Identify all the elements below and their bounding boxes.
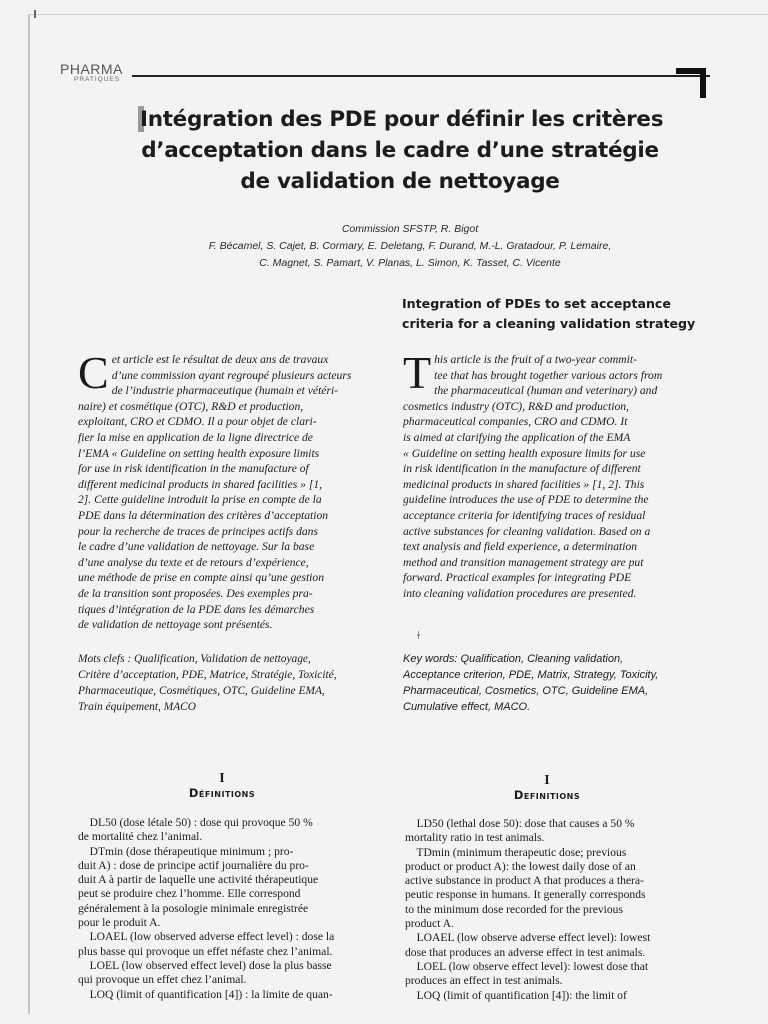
- definition-line: dose that produces an adverse effect in test animals.: [405, 945, 646, 959]
- definition-line: LOQ (limit of quantification [4]) : la limite de quan-: [78, 987, 333, 1001]
- abstract-line: the pharmaceutical (human and veterinary) and: [434, 384, 658, 398]
- definition-line: LOQ (limit of quantification [4]): the limit of: [405, 988, 627, 1002]
- abstract-line: his article is the fruit of a two-year commit-: [434, 353, 637, 366]
- keywords-line: Acceptance criterion, PDE, Matrix, Strategy, Toxicity,: [403, 669, 659, 681]
- keywords-line: Pharmaceutical, Cosmetics, OTC, Guideline EMA,: [403, 685, 649, 697]
- abstract-line: l’EMA « Guideline on setting health exposure limits: [78, 446, 320, 460]
- definition-line: product or product A): the lowest daily dose of an: [405, 859, 636, 873]
- definition-line: LOAEL (low observed adverse effect level) : dose la: [78, 930, 335, 944]
- abstract-line: d’une commission ayant regroupé plusieurs acteurs: [111, 368, 352, 382]
- authors-line: F. Bécamel, S. Cajet, B. Cormary, E. Deletang, F. Durand, M.-L. Gratadour, P. Lemaire,: [208, 240, 612, 252]
- keywords-english: [403, 651, 698, 715]
- definition-line: duit A à partir de laquelle une activité thérapeutique: [78, 873, 319, 887]
- abstract-line: tiques d’intégration de la PDE dans les démarches: [78, 602, 315, 616]
- definition-line: qui provoque un effet chez l’animal.: [78, 973, 247, 987]
- definition-line: DL50 (dose létale 50) : dose qui provoque 50 %: [78, 816, 313, 829]
- abstract-line: different medicinal products in shared facilities » [1,: [78, 477, 323, 491]
- definition-line: pour le produit A.: [78, 916, 161, 930]
- abstract-line: guideline introduces the use of PDE to determine the: [403, 493, 649, 507]
- definition-line: TDmin (minimum therapeutic dose; previous: [405, 845, 627, 859]
- abstract-line: fier la mise en application de la ligne directrice de: [78, 430, 313, 444]
- definition-line: mortality ratio in test animals.: [405, 831, 545, 845]
- article-title-line: Intégration des PDE pour définir les critères: [140, 107, 664, 132]
- definition-line: de mortalité chez l’animal.: [78, 830, 203, 844]
- abstract-line: le cadre d’une validation de nettoyage. Sur la base: [78, 540, 315, 554]
- abstract-line: acceptance criteria for identifying traces of residual: [403, 508, 646, 522]
- definitions-french: [78, 816, 373, 1002]
- abstract-line: active substances for cleaning validation. Based on a: [403, 524, 651, 538]
- scan-corner-tick: [34, 10, 50, 18]
- abstract-line: for use in risk identification in the manufacture of: [78, 462, 309, 476]
- definitions-english: [405, 817, 697, 1003]
- drop-cap: C: [78, 347, 109, 398]
- definition-line: DTmin (dose thérapeutique minimum ; pro-: [78, 844, 294, 858]
- scan-speck: ǂ: [417, 628, 420, 642]
- keywords-line: Critère d’acceptation, PDE, Matrice, Stratégie, Toxicité,: [78, 669, 337, 681]
- header-corner-bracket: [676, 68, 706, 98]
- keywords-line: Key words: Qualification, Cleaning validation,: [403, 653, 624, 665]
- journal-logo-sub: PRATIQUES: [74, 76, 121, 83]
- english-title-line: criteria for a cleaning validation strategy: [402, 316, 696, 331]
- section-number-french: I: [219, 771, 225, 786]
- definition-line: peutic response in humans. It generally corresponds: [405, 888, 646, 902]
- definition-line: LOEL (low observed effect level) dose la plus basse: [78, 958, 332, 972]
- abstract-line: et article est le résultat de deux ans de travaux: [111, 353, 329, 366]
- abstract-line: 2]. Cette guideline introduit la prise en compte de la: [78, 493, 322, 507]
- english-title: [402, 294, 712, 334]
- drop-cap: T: [403, 347, 432, 398]
- definition-line: LOAEL (low observe adverse effect level): lowest: [405, 931, 651, 945]
- abstract-line: PDE dans la détermination des critères d’acceptation: [78, 508, 329, 522]
- abstract-line: d’une analyse du texte et de retours d’expérience,: [78, 555, 309, 569]
- abstract-line: pharmaceutical companies, CRO and CDMO. It: [403, 415, 628, 429]
- abstract-line: method and transition management strategy are put: [403, 555, 644, 569]
- abstract-line: de la transition sont proposées. Des exemples pra-: [78, 586, 313, 600]
- section-title-english: Definitions: [513, 788, 581, 802]
- authors-line: Commission SFSTP, R. Bigot: [341, 223, 479, 235]
- definition-line: to the minimum dose recorded for the previous: [405, 902, 623, 916]
- abstract-line: text analysis and field experience, a determination: [403, 540, 638, 554]
- abstract-line: medicinal products in shared facilities » [1, 2]. This: [403, 477, 645, 491]
- article-title-line: de validation de nettoyage: [240, 169, 560, 194]
- header-rule: [132, 75, 710, 77]
- keywords-line: Train équipement, MACO: [78, 701, 197, 713]
- definition-line: LOEL (low observe effect level): lowest dose that: [405, 959, 649, 973]
- article-title: [140, 104, 664, 197]
- definition-line: peut se produire chez l’homme. Elle correspond: [78, 887, 301, 901]
- keywords-line: Cumulative effect, MACO.: [403, 701, 531, 713]
- journal-logo-main: PHARMA: [60, 61, 123, 77]
- definition-line: duit A) : dose de principe actif journalière du pro-: [78, 858, 309, 872]
- abstract-french: [78, 347, 368, 633]
- keywords-line: Pharmaceutique, Cosmétiques, OTC, Guideline EMA,: [78, 685, 325, 697]
- authors-line: C. Magnet, S. Pamart, V. Planas, L. Simon, K. Tasset, C. Vicente: [259, 257, 561, 269]
- abstract-line: in risk identification in the manufacture of different: [403, 462, 641, 476]
- scan-page-edge: [28, 14, 30, 1014]
- keywords-french: [78, 651, 370, 715]
- abstract-line: tee that has brought together various actors from: [434, 368, 663, 382]
- abstract-english: [403, 347, 695, 602]
- abstract-line: naire) et cosmétique (OTC), R&D et production,: [78, 399, 304, 413]
- article-title-line: d’acceptation dans le cadre d’une stratégie: [141, 138, 659, 163]
- abstract-line: forward. Practical examples for integrating PDE: [403, 571, 632, 585]
- english-title-line: Integration of PDEs to set acceptance: [402, 296, 671, 311]
- abstract-line: « Guideline on setting health exposure limits for use: [403, 446, 646, 460]
- definition-line: plus basse qui provoque un effet néfaste chez l’animal.: [78, 944, 333, 958]
- authors-block: [130, 221, 690, 272]
- abstract-line: cosmetics industry (OTC), R&D and production,: [403, 399, 629, 413]
- section-title-french: Définitions: [188, 786, 256, 800]
- abstract-line: into cleaning validation procedures are presented.: [403, 586, 637, 600]
- abstract-line: pour la recherche de traces de principes actifs dans: [78, 524, 318, 538]
- definition-line: product A.: [405, 917, 454, 931]
- abstract-line: une méthode de prise en compte ainsi qu’une gestion: [78, 571, 324, 585]
- definition-line: généralement à la posologie minimale enregistrée: [78, 901, 309, 915]
- definition-line: active substance in product A that produces a thera-: [405, 874, 644, 888]
- scan-top-edge: [30, 14, 768, 15]
- journal-logo: [60, 62, 123, 83]
- definition-line: produces an effect in test animals.: [405, 974, 563, 988]
- section-number-english: I: [544, 773, 550, 788]
- keywords-line: Mots clefs : Qualification, Validation de nettoyage,: [78, 653, 311, 665]
- abstract-line: de validation de nettoyage sont présentés.: [78, 618, 273, 632]
- abstract-line: exploitant, CRO et CDMO. Il a pour objet de clari-: [78, 415, 317, 429]
- abstract-line: is aimed at clarifying the application of the EMA: [403, 430, 631, 444]
- definition-line: LD50 (lethal dose 50): dose that causes a 50 %: [405, 817, 635, 830]
- abstract-line: de l’industrie pharmaceutique (humain et vétéri-: [111, 384, 339, 398]
